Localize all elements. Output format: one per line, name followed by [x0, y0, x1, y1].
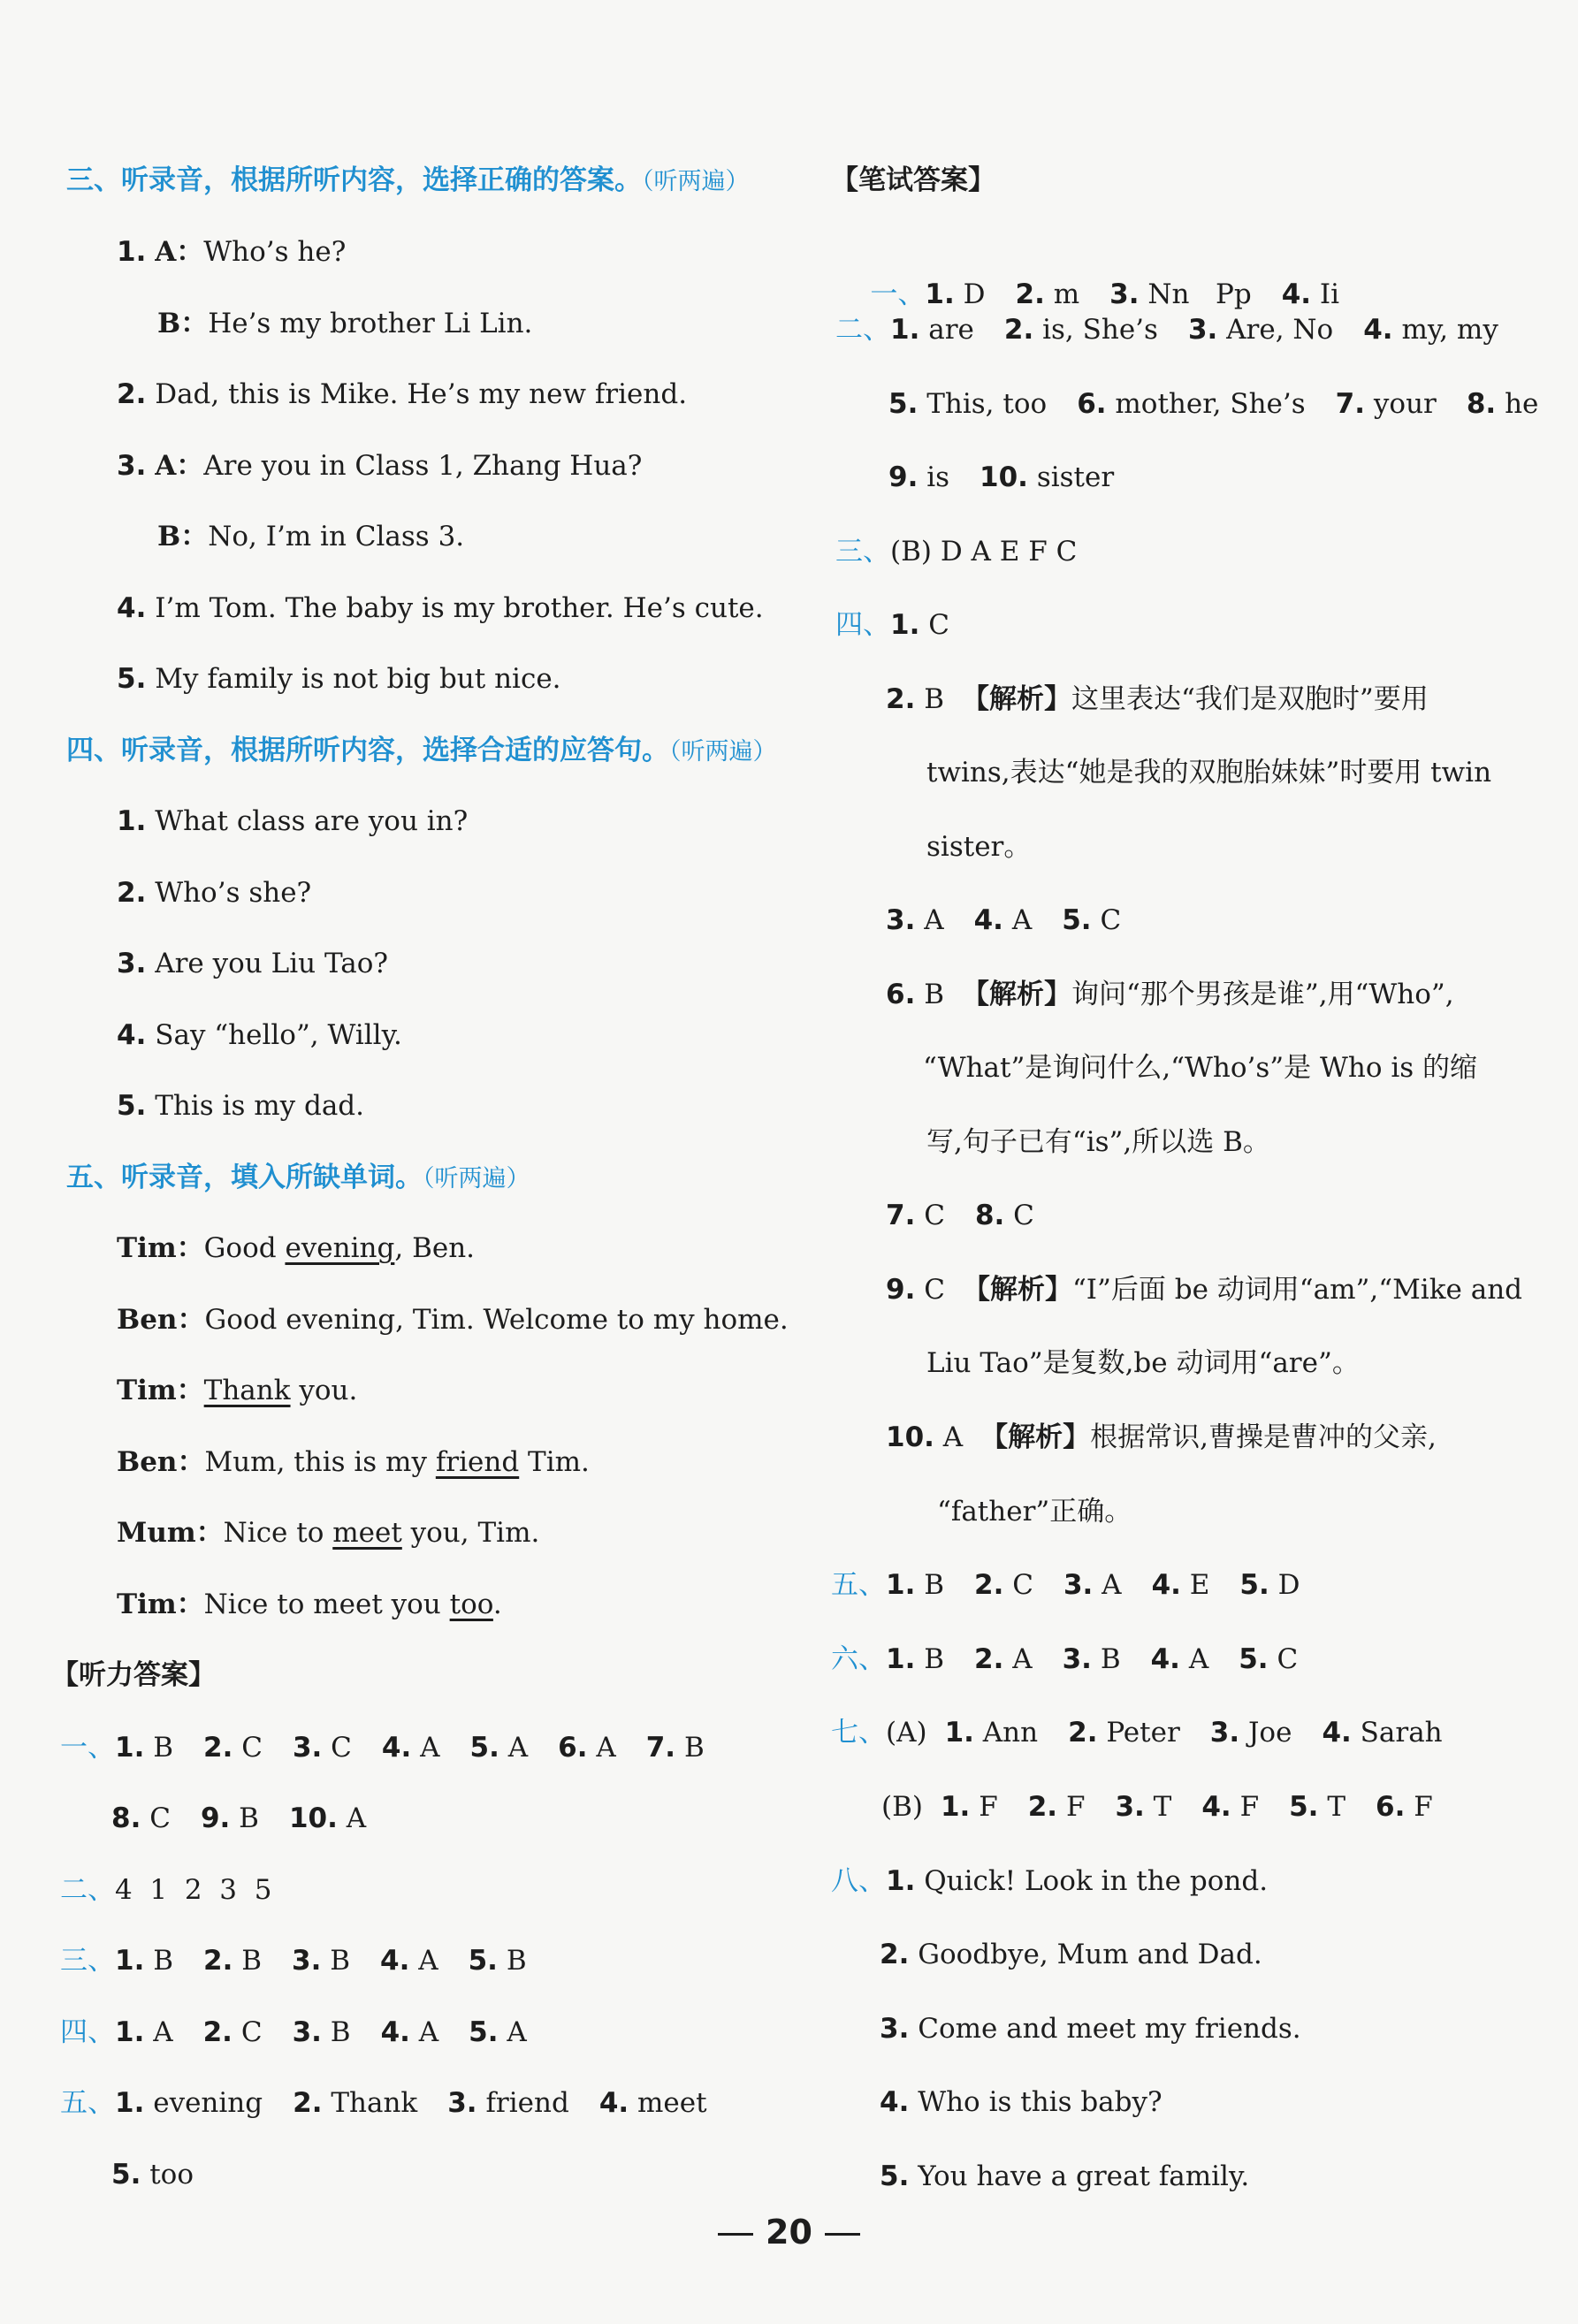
list-item: 2. Goodbye, Mum and Dad. [880, 1939, 1262, 1970]
answer-row: 5. This, too 6. mother, She’s 7. your 8. he [888, 388, 1539, 420]
answer-row: 8. C 9. B 10. A [111, 1802, 367, 1834]
explanation-line: sister。 [926, 831, 1032, 863]
explanation-line: “What”是询问什么,“Who’s”是 Who is 的缩 [923, 1052, 1478, 1084]
dialogue-line: Tim：Nice to meet you too. [117, 1589, 502, 1620]
list-item: 4. Say “hello”, Willy. [117, 1019, 402, 1051]
explanation-line: 10. A 【解析】根据常识,曹操是曹冲的父亲, [886, 1421, 1437, 1453]
explanation-line: 6. B 【解析】询问“那个男孩是谁”,用“Who”, [886, 979, 1454, 1010]
explanation-line: 2. B 【解析】这里表达“我们是双胞时”要用 [886, 683, 1429, 715]
answer-row: 二、1. are 2. is, She’s 3. Are, No 4. my, my [835, 314, 1498, 346]
answer-row: 3. A 4. A 5. C [886, 904, 1122, 936]
answer-row: 一、1. D 2. m 3. Nn Pp 4. Ii [870, 278, 1340, 310]
answer-row: 七、(A) 1. Ann 2. Peter 3. Joe 4. Sarah [831, 1717, 1443, 1749]
list-item: B：He’s my brother Li Lin. [157, 308, 533, 339]
answer-row: 二、4 1 2 3 5 [60, 1874, 272, 1906]
section-4-heading: 四、听录音，根据所听内容，选择合适的应答句。（听两遍） [66, 735, 777, 766]
page-number: 20 [0, 2213, 1578, 2252]
answer-row: 五、1. evening 2. Thank 3. friend 4. meet [60, 2087, 707, 2119]
written-answers-header: 【笔试答案】 [831, 164, 995, 196]
answer-row: 四、1. A 2. C 3. B 4. A 5. A [60, 2016, 527, 2048]
answer-row: 三、(B) D A E F C [835, 536, 1078, 568]
list-item: 4. I’m Tom. The baby is my brother. He’s cute. [117, 592, 764, 624]
explanation-line: twins,表达“她是我的双胞胎妹妹”时要用 twin [926, 757, 1492, 789]
section-5-heading: 五、听录音，填入所缺单词。（听两遍） [66, 1162, 530, 1193]
list-item: 5. You have a great family. [880, 2160, 1250, 2192]
answer-row: 一、1. B 2. C 3. C 4. A 5. A 6. A 7. B [60, 1732, 705, 1764]
answer-row: 5. too [111, 2159, 194, 2191]
list-item: 1. A：Who’s he? [117, 236, 347, 268]
answer-row: (B) 1. F 2. F 3. T 4. F 5. T 6. F [881, 1791, 1433, 1823]
list-item: 2. Dad, this is Mike. He’s my new friend. [117, 378, 688, 410]
list-item: 3. A：Are you in Class 1, Zhang Hua? [117, 450, 643, 482]
list-item: 3. Come and meet my friends. [880, 2013, 1301, 2045]
list-item: 1. What class are you in? [117, 805, 469, 837]
dialogue-line: Tim：Thank you. [117, 1375, 358, 1406]
list-item: 3. Are you Liu Tao? [117, 948, 388, 979]
list-item: 2. Who’s she? [117, 877, 312, 909]
list-item: 4. Who is this baby? [880, 2086, 1163, 2118]
list-item: 八、1. Quick! Look in the pond. [831, 1865, 1269, 1897]
answer-row: 六、1. B 2. A 3. B 4. A 5. C [831, 1643, 1299, 1675]
explanation-line: 写,句子已有“is”,所以选 B。 [926, 1126, 1270, 1158]
answer-row: 三、1. B 2. B 3. B 4. A 5. B [60, 1945, 527, 1977]
answer-row: 7. C 8. C [886, 1200, 1034, 1231]
list-item: 5. My family is not big but nice. [117, 663, 561, 695]
list-item: 5. This is my dad. [117, 1090, 365, 1122]
explanation-line: “father”正确。 [937, 1496, 1132, 1528]
dialogue-line: Mum：Nice to meet you, Tim. [117, 1517, 540, 1549]
answer-row: 五、1. B 2. C 3. A 4. E 5. D [831, 1569, 1300, 1601]
answer-row: 9. is 10. sister [888, 461, 1115, 493]
listening-answers-header: 【听力答案】 [51, 1659, 216, 1691]
section-3-heading: 三、听录音，根据所听内容，选择正确的答案。（听两遍） [66, 164, 750, 196]
dialogue-line: Ben：Good evening, Tim. Welcome to my home. [117, 1304, 789, 1336]
dialogue-line: Ben：Mum, this is my friend Tim. [117, 1446, 590, 1478]
explanation-line: 9. C 【解析】“I”后面 be 动词用“am”,“Mike and [886, 1274, 1523, 1306]
explanation-line: Liu Tao”是复数,be 动词用“are”。 [926, 1347, 1360, 1379]
dialogue-line: Tim：Good evening, Ben. [117, 1232, 476, 1264]
list-item: B：No, I’m in Class 3. [157, 521, 465, 552]
answer-row: 四、1. C [835, 609, 949, 641]
